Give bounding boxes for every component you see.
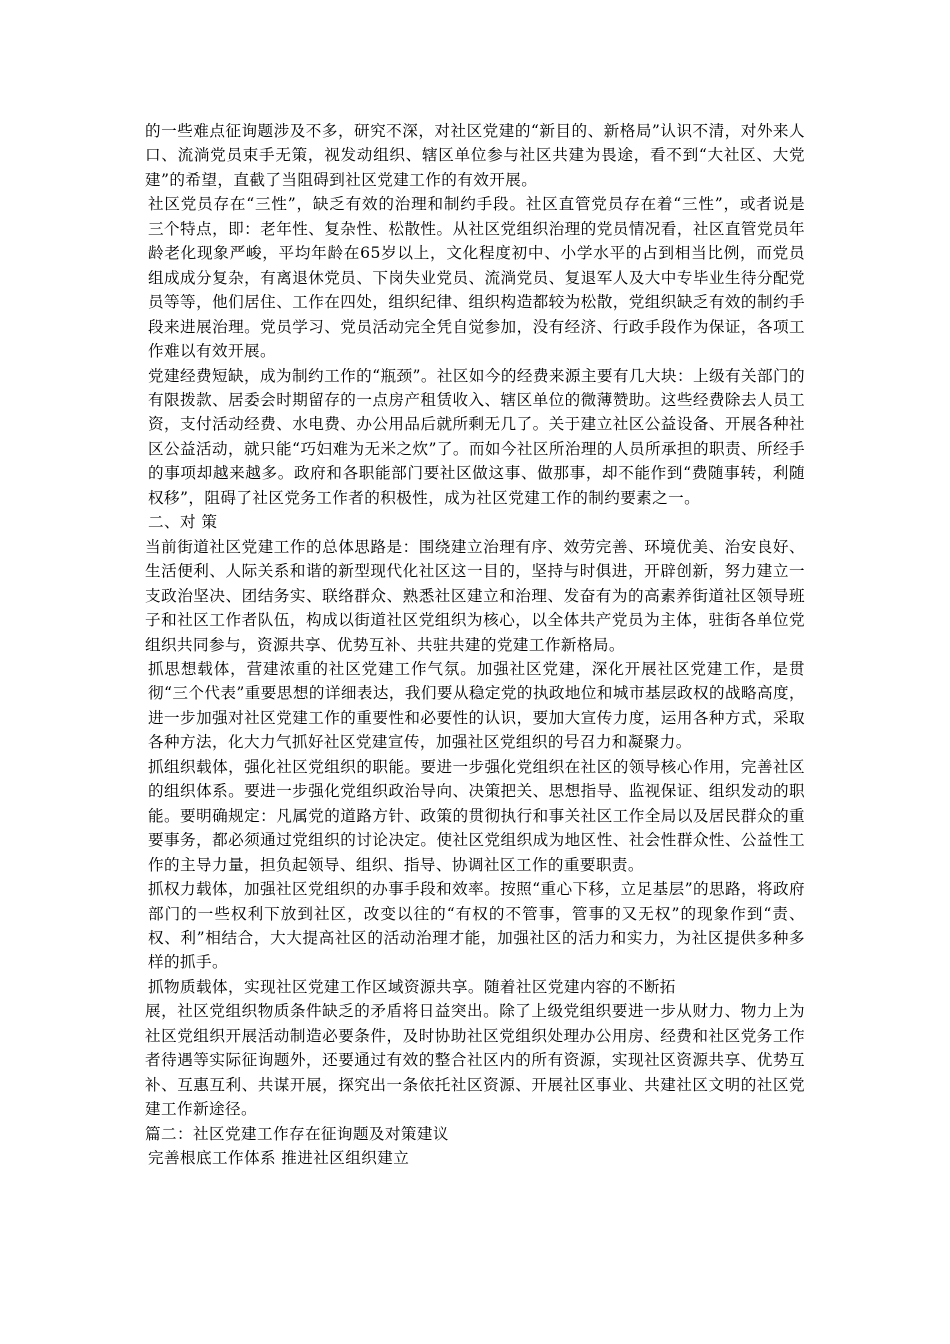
paragraph: 展，社区党组织物质条件缺乏的矛盾将日益突出。除了上级党组织要进一步从财力、物力上为社区党组织开展活动制造必要条件，及时协助社区党组织处理办公用房、经费和社区党务工作者待遇等实际征询题外，还要通过有效的整合社区内的所有资源，实现社区资源共享、优势互补、互惠互利、共谋开展，探究出一条依托社区资源、开展社区事业、共建社区文明的社区党建工作新途径。: [145, 1002, 805, 1119]
paragraph: 党建经费短缺，成为制约工作的“瓶颈”。社区如今的经费来源主要有几大块：上级有关部门的有限拨款、居委会时期留存的一点房产租赁收入、辖区单位的微薄赞助。这些经费除去人员工资，支付活动经费、水电费、办公用品后就所剩无几了。关于建立社区公益设备、开展各种社区公益活动，就只能“巧妇难为无米之炊”了。而如今社区所治理的人员所承担的职责、所经手的事项却越来越多。政府和各职能部门要社区做这事、做那事，却不能作到“费随事转，利随权移”，阻碍了社区党务工作者的积极性，成为社区党建工作的制约要素之一。: [148, 366, 805, 507]
document-body: [145, 119, 805, 1170]
subheading: 完善根底工作体系 推进社区组织建立: [148, 1149, 410, 1168]
paragraph: 抓思想载体，营建浓重的社区党建工作气氛。加强社区党建，深化开展社区党建工作，是贯彻“三个代表”重要思想的详细表达，我们要从稳定党的执政地位和城市基层政权的战略高度，进一步加强对社区党建工作的重要性和必要性的认识，要加大宣传力度，运用各种方式，采取各种方法，化大力气抓好社区党建宣传，加强社区党组织的号召力和凝聚力。: [148, 659, 805, 752]
section-heading: 二、对 策: [148, 513, 218, 532]
paragraph: 抓权力载体，加强社区党组织的办事手段和效率。按照“重心下移，立足基层”的思路，将政府部门的一些权利下放到社区，改变以往的“有权的不管事，管事的又无权”的现象作到“责、权、利”相结合，大大提高社区的活动治理才能，加强社区的活力和实力，为社区提供多种多样的抓手。: [148, 880, 805, 972]
article-title: 篇二：社区党建工作存在征询题及对策建议: [145, 1124, 449, 1143]
paragraph: 抓组织载体，强化社区党组织的职能。要进一步强化党组织在社区的领导核心作用，完善社区的组织体系。要进一步强化党组织政治导向、决策把关、思想指导、监视保证、组织发动的职能。要明确规定：凡属党的道路方针、政策的贯彻执行和事关社区工作全局以及居民群众的重要事务，都必须通过党组织的讨论决定。使社区党组织成为地区性、社会性群众性、公益性工作的主导力量，担负起领导、组织、指导、协调社区工作的重要职责。: [148, 757, 805, 874]
paragraph: 社区党员存在“三性”，缺乏有效的治理和制约手段。社区直管党员存在着“三性”，或者说是三个特点，即：老年性、复杂性、松散性。从社区党组织治理的党员情况看，社区直管党员年龄老化现象严峻，平均年龄在65岁以上，文化程度初中、小学水平的占到相当比例，而党员组成成分复杂，有离退休党员、下岗失业党员、流淌党员、复退军人及大中专毕业生待分配党员等等，他们居住、工作在四处，组织纪律、组织构造都较为松散，党组织缺乏有效的制约手段来进展治理。党员学习、党员活动完全凭自觉参加，没有经济、行政手段作为保证，各项工作难以有效开展。: [148, 195, 805, 361]
paragraph: 当前街道社区党建工作的总体思路是：围绕建立治理有序、效劳完善、环境优美、治安良好、生活便利、人际关系和谐的新型现代化社区这一目的，坚持与时俱进，开辟创新，努力建立一支政治坚决、团结务实、联络群众、熟悉社区建立和治理、发奋有为的高素养街道社区领导班子和社区工作者队伍，构成以街道社区党组织为核心，以全体共产党员为主体，驻街各单位党组织共同参与，资源共享、优势互补、共驻共建的党建工作新格局。: [145, 537, 805, 654]
paragraph: 抓物质载体，实现社区党建工作区域资源共享。随着社区党建内容的不断拓: [148, 977, 676, 996]
paragraph: 的一些难点征询题涉及不多，研究不深，对社区党建的“新目的、新格局”认识不清，对外来人口、流淌党员束手无策，视发动组织、辖区单位参与社区共建为畏途，看不到“大社区、大党建”的希望，直截了当阻碍到社区党建工作的有效开展。: [145, 122, 805, 189]
